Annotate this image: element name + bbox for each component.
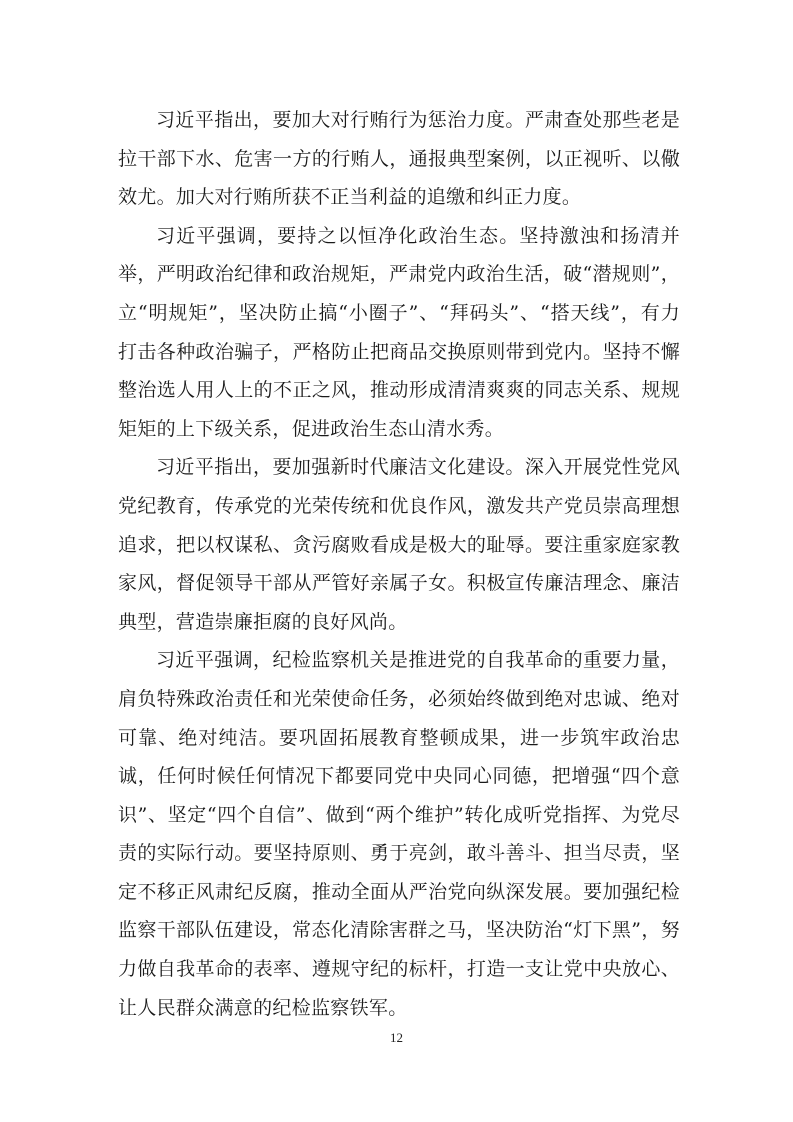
page-number: 12 — [390, 1030, 403, 1045]
paragraph-4: 习近平强调，纪检监察机关是推进党的自我革命的重要力量，肩负特殊政治责任和光荣使命任务，必须始终做到绝对忠诚、绝对可靠、绝对纯洁。要巩固拓展教育整顿成果，进一步筑牢政治忠诚，任何时候任何情况下都要同党中央同心同德，把增强“四个意识”、坚定“四个自信”、做到“两个维护”转化成听党指挥、为党尽责的实际行动。要坚持原则、勇于亮剑，敢斗善斗、担当尽责，坚定不移正风肃纪反腐，推动全面从严治党向纵深发展。要加强纪检监察干部队伍建设，常态化清除害群之马，坚决防治“灯下黑”，努力做自我革命的表率、遵规守纪的标杆，打造一支让党中央放心、让人民群众满意的纪检监察铁军。 — [118, 649, 680, 1019]
document-body — [118, 101, 680, 1027]
paragraph-3: 习近平指出，要加强新时代廉洁文化建设。深入开展党性党风党纪教育，传承党的光荣传统和优良作风，激发共产党员崇高理想追求，把以权谋私、贪污腐败看成是极大的耻辱。要注重家庭家教家风，督促领导干部从严管好亲属子女。积极宣传廉洁理念、廉洁典型，营造崇廉拒腐的良好风尚。 — [118, 456, 680, 633]
paragraph-1: 习近平指出，要加大对行贿行为惩治力度。严肃查处那些老是拉干部下水、危害一方的行贿人，通报典型案例，以正视听、以儆效尤。加大对行贿所获不正当利益的追缴和纠正力度。 — [118, 109, 680, 209]
paragraph-2: 习近平强调，要持之以恒净化政治生态。坚持激浊和扬清并举，严明政治纪律和政治规矩，严肃党内政治生活，破“潜规则”，立“明规矩”，坚决防止搞“小圈子”、“拜码头”、“搭天线”，有力打击各种政治骗子，严格防止把商品交换原则带到党内。坚持不懈整治选人用人上的不正之风，推动形成清清爽爽的同志关系、规规矩矩的上下级关系，促进政治生态山清水秀。 — [118, 224, 680, 440]
